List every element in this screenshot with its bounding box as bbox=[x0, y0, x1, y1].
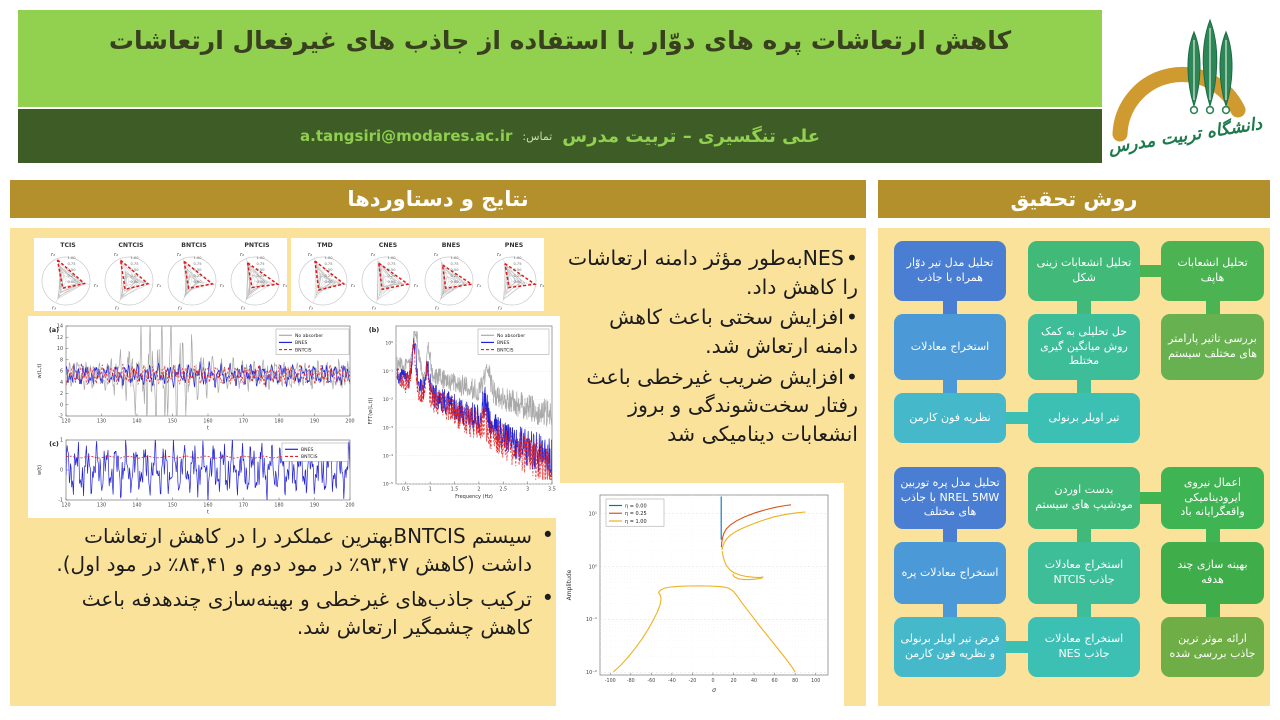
flow-box: تحلیل مدل تیر دوّار همراه با جاذب bbox=[894, 241, 1006, 301]
svg-text:(c): (c) bbox=[49, 440, 59, 448]
svg-text:r₃: r₃ bbox=[309, 305, 314, 311]
svg-text:170: 170 bbox=[238, 419, 249, 425]
flow-box: تحلیل انشعابات هاپف bbox=[1161, 241, 1264, 301]
svg-text:r₃: r₃ bbox=[178, 305, 183, 311]
svg-text:0.25: 0.25 bbox=[450, 274, 459, 278]
flow-box: استخراج معادلات پره bbox=[894, 542, 1006, 604]
svg-text:0.50: 0.50 bbox=[324, 268, 333, 272]
flow-box: فرض تیر اویلر برنولی و نظریه فون کارمن bbox=[894, 617, 1006, 677]
svg-text:10⁻⁴: 10⁻⁴ bbox=[382, 454, 393, 460]
svg-text:r₃: r₃ bbox=[241, 305, 246, 311]
method-flowchart bbox=[878, 228, 1270, 706]
svg-text:10⁻¹: 10⁻¹ bbox=[585, 617, 597, 624]
svg-text:0.50: 0.50 bbox=[130, 268, 139, 272]
svg-text:η = 0.00: η = 0.00 bbox=[625, 503, 647, 510]
flow-box: تحلیل انشعابات زینی شکل bbox=[1028, 241, 1140, 301]
university-logo bbox=[1106, 8, 1266, 170]
results-section-header: نتایج و دستاوردها bbox=[10, 180, 866, 218]
svg-text:1.00: 1.00 bbox=[193, 256, 202, 260]
svg-text:120: 120 bbox=[61, 419, 71, 425]
svg-text:180: 180 bbox=[274, 503, 284, 509]
svg-text:4: 4 bbox=[59, 380, 63, 386]
flow-box: بدست اوردن مودشیپ های سیستم bbox=[1028, 467, 1140, 529]
amplitude-sigma-chart bbox=[556, 483, 844, 706]
svg-text:r₂: r₂ bbox=[176, 251, 182, 258]
svg-text:0.00: 0.00 bbox=[324, 280, 333, 284]
svg-text:0.25: 0.25 bbox=[130, 274, 139, 278]
svg-text:0.75: 0.75 bbox=[513, 262, 522, 266]
svg-text:FFT(w(L,t)): FFT(w(L,t)) bbox=[368, 397, 374, 425]
svg-text:10⁻³: 10⁻³ bbox=[382, 426, 393, 432]
svg-text:2.5: 2.5 bbox=[499, 487, 508, 493]
svg-text:0.00: 0.00 bbox=[67, 280, 76, 284]
svg-text:1.00: 1.00 bbox=[130, 256, 139, 260]
flow-box: استخراج معادلات جاذب NES bbox=[1028, 617, 1140, 677]
svg-text:150: 150 bbox=[167, 503, 178, 509]
svg-text:0.75: 0.75 bbox=[130, 262, 139, 266]
svg-text:20: 20 bbox=[730, 679, 737, 684]
svg-text:Amplitude: Amplitude bbox=[566, 569, 573, 601]
svg-text:r₂: r₂ bbox=[433, 251, 439, 258]
svg-text:No absorber: No absorber bbox=[295, 334, 324, 340]
svg-text:r₃: r₃ bbox=[115, 305, 120, 311]
svg-text:3: 3 bbox=[526, 487, 530, 493]
svg-text:170: 170 bbox=[238, 503, 249, 509]
svg-text:0.50: 0.50 bbox=[67, 268, 76, 272]
logo-cypress-trees bbox=[1188, 20, 1232, 113]
svg-text:200: 200 bbox=[345, 503, 355, 509]
svg-text:r₂: r₂ bbox=[496, 251, 502, 258]
finding-item: • NESبه‌طور مؤثر دامنه ارتعاشات را کاهش داد. bbox=[562, 244, 858, 301]
svg-text:r₁: r₁ bbox=[94, 283, 99, 290]
svg-text:0.50: 0.50 bbox=[513, 268, 522, 272]
svg-text:0.5: 0.5 bbox=[401, 487, 410, 493]
radar-group-1-svg bbox=[34, 238, 287, 311]
results-key-findings bbox=[562, 244, 858, 451]
svg-text:0: 0 bbox=[59, 403, 63, 409]
flow-box: استخراج معادلات جاذب NTCIS bbox=[1028, 542, 1140, 604]
radar-chart-group-nes bbox=[291, 238, 544, 311]
contact-email-link[interactable]: a.tangsiri@modares.ac.ir bbox=[300, 127, 513, 145]
svg-text:r₁: r₁ bbox=[414, 283, 419, 290]
svg-text:1: 1 bbox=[428, 487, 432, 493]
svg-text:10⁻²: 10⁻² bbox=[382, 398, 393, 404]
svg-text:0.50: 0.50 bbox=[193, 268, 202, 272]
svg-text:12: 12 bbox=[56, 335, 63, 341]
svg-text:0.25: 0.25 bbox=[256, 274, 265, 278]
contact-label: تماس: bbox=[522, 129, 553, 143]
svg-text:TCIS: TCIS bbox=[60, 242, 76, 249]
svg-text:0.75: 0.75 bbox=[193, 262, 202, 266]
logo-calligraphy: دانشگاه تربیت مدرس bbox=[1107, 114, 1264, 159]
svg-text:10⁻⁵: 10⁻⁵ bbox=[382, 482, 393, 488]
svg-text:Frequency (Hz): Frequency (Hz) bbox=[455, 494, 493, 500]
svg-text:140: 140 bbox=[132, 419, 142, 425]
method-section-header: روش تحقیق bbox=[878, 180, 1270, 218]
svg-text:r₂: r₂ bbox=[50, 251, 56, 258]
flow-box: ارائه موثر ترین جاذب بررسی شده bbox=[1161, 617, 1264, 677]
flow-box: بررسی تاثیر پارامتر های مختلف سیستم bbox=[1161, 314, 1264, 380]
svg-text:80: 80 bbox=[792, 679, 799, 684]
svg-text:-40: -40 bbox=[667, 679, 676, 684]
svg-text:r₃: r₃ bbox=[498, 305, 503, 311]
svg-text:0.75: 0.75 bbox=[324, 262, 333, 266]
svg-text:40: 40 bbox=[750, 679, 758, 684]
flow-box: حل تحلیلی به کمک روش میانگین گیری مختلط bbox=[1028, 314, 1140, 380]
svg-text:PNTCIS: PNTCIS bbox=[244, 242, 270, 249]
svg-text:0.00: 0.00 bbox=[130, 280, 139, 284]
svg-text:-1: -1 bbox=[58, 498, 63, 504]
svg-text:1.00: 1.00 bbox=[324, 256, 333, 260]
svg-text:1: 1 bbox=[59, 438, 63, 444]
svg-text:0.00: 0.00 bbox=[513, 280, 522, 284]
svg-text:1.00: 1.00 bbox=[256, 256, 265, 260]
flow-box: تحلیل مدل پره توربین NREL 5MW با جاذب های مختلف bbox=[894, 467, 1006, 529]
svg-text:(b): (b) bbox=[368, 326, 380, 334]
svg-text:BNES: BNES bbox=[497, 341, 510, 347]
svg-text:r₁: r₁ bbox=[157, 283, 162, 290]
svg-text:0: 0 bbox=[711, 679, 715, 684]
svg-text:BNES: BNES bbox=[301, 448, 314, 454]
flow-connector bbox=[1138, 492, 1163, 504]
svg-text:10⁰: 10⁰ bbox=[588, 564, 597, 571]
svg-text:-20: -20 bbox=[688, 679, 697, 684]
author-bar bbox=[18, 109, 1102, 163]
svg-text:r₃: r₃ bbox=[372, 305, 377, 311]
flow-connector bbox=[1004, 412, 1030, 424]
svg-text:BNES: BNES bbox=[295, 341, 308, 347]
svg-text:10¹: 10¹ bbox=[588, 511, 597, 518]
svg-text:No absorber: No absorber bbox=[497, 334, 526, 340]
svg-text:0.00: 0.00 bbox=[193, 280, 202, 284]
svg-text:1.00: 1.00 bbox=[387, 256, 396, 260]
svg-text:BNTCIS: BNTCIS bbox=[497, 348, 514, 354]
svg-text:14: 14 bbox=[56, 324, 63, 330]
svg-text:0.25: 0.25 bbox=[324, 274, 333, 278]
svg-text:140: 140 bbox=[132, 503, 142, 509]
svg-text:0.75: 0.75 bbox=[256, 262, 265, 266]
svg-text:10⁻¹: 10⁻¹ bbox=[382, 369, 393, 375]
svg-text:η = 1.00: η = 1.00 bbox=[625, 518, 647, 525]
svg-text:10: 10 bbox=[56, 347, 63, 353]
flow-connector bbox=[1004, 641, 1030, 653]
svg-text:BNES: BNES bbox=[441, 242, 461, 249]
svg-text:10⁻²: 10⁻² bbox=[585, 670, 597, 677]
results-conclusions bbox=[56, 522, 558, 648]
svg-text:η = 0.25: η = 0.25 bbox=[625, 511, 647, 518]
svg-text:2: 2 bbox=[477, 487, 481, 493]
svg-text:CNES: CNES bbox=[378, 242, 398, 249]
radar-group-2-svg bbox=[291, 238, 544, 311]
finding-item: • افزایش سختی باعث کاهش دامنه ارتعاش شد. bbox=[562, 303, 858, 360]
svg-text:0.50: 0.50 bbox=[256, 268, 265, 272]
svg-text:r₁: r₁ bbox=[477, 283, 482, 290]
time-frequency-figure bbox=[28, 316, 560, 518]
svg-text:-60: -60 bbox=[647, 679, 656, 684]
svg-text:0.25: 0.25 bbox=[513, 274, 522, 278]
svg-text:180: 180 bbox=[274, 419, 284, 425]
svg-text:0.75: 0.75 bbox=[67, 262, 76, 266]
svg-text:10⁰: 10⁰ bbox=[385, 341, 393, 347]
svg-text:2: 2 bbox=[59, 392, 63, 398]
svg-text:1.00: 1.00 bbox=[513, 256, 522, 260]
sigma-chart-svg bbox=[556, 483, 844, 706]
conclusion-item: • سیستم BNTCISبهترین عملکرد را در کاهش ارتعاشات داشت (کاهش ۹۳,۴۷٪ در مود دوم و ۸۴,۴۱٪ در مود اول). bbox=[56, 522, 558, 579]
svg-text:r₂: r₂ bbox=[113, 251, 119, 258]
svg-text:0.25: 0.25 bbox=[387, 274, 396, 278]
svg-text:0.50: 0.50 bbox=[387, 268, 396, 272]
flow-connector bbox=[1138, 265, 1163, 277]
figure-abc-svg bbox=[28, 316, 560, 518]
svg-text:r₁: r₁ bbox=[220, 283, 225, 290]
poster-title: کاهش ارتعاشات پره های دوّار با استفاده از جاذب های غیرفعال ارتعاشات bbox=[108, 26, 1012, 55]
svg-text:0.00: 0.00 bbox=[450, 280, 459, 284]
svg-text:-80: -80 bbox=[626, 679, 635, 684]
svg-text:130: 130 bbox=[96, 503, 107, 509]
svg-text:0.25: 0.25 bbox=[193, 274, 202, 278]
svg-text:160: 160 bbox=[203, 419, 213, 425]
svg-text:0.75: 0.75 bbox=[387, 262, 396, 266]
svg-text:t: t bbox=[206, 425, 210, 432]
svg-text:190: 190 bbox=[309, 503, 320, 509]
flow-box: نظریه فون کارمن bbox=[894, 393, 1006, 443]
svg-text:100: 100 bbox=[811, 679, 821, 684]
svg-text:TMD: TMD bbox=[317, 242, 333, 249]
svg-text:0: 0 bbox=[59, 468, 63, 474]
svg-text:190: 190 bbox=[309, 419, 320, 425]
svg-text:r₁: r₁ bbox=[283, 283, 287, 290]
svg-text:r₃: r₃ bbox=[435, 305, 440, 311]
svg-text:0.50: 0.50 bbox=[450, 268, 459, 272]
svg-text:CNTCIS: CNTCIS bbox=[118, 242, 144, 249]
svg-text:-2: -2 bbox=[58, 414, 63, 420]
svg-text:PNES: PNES bbox=[504, 242, 524, 249]
svg-text:-100: -100 bbox=[604, 679, 616, 684]
svg-text:60: 60 bbox=[771, 679, 778, 684]
svg-text:6: 6 bbox=[59, 369, 63, 375]
flow-box: اعمال نیروی ایرودینامیکی واقعگرایانه باد bbox=[1161, 467, 1264, 529]
results-panel bbox=[10, 228, 866, 706]
svg-text:r₂: r₂ bbox=[370, 251, 376, 258]
method-panel bbox=[878, 228, 1270, 706]
svg-text:1.00: 1.00 bbox=[67, 256, 76, 260]
svg-text:200: 200 bbox=[345, 419, 355, 425]
finding-item: • افزایش ضریب غیرخطی باعث رفتار سخت‌شوندگی و بروز انشعابات دینامیکی شد bbox=[562, 363, 858, 449]
svg-text:r₁: r₁ bbox=[351, 283, 356, 290]
conclusion-item: • ترکیب جاذب‌های غیرخطی و بهینه‌سازی چندهدفه باعث کاهش چشمگیر ارتعاش شد. bbox=[56, 585, 558, 642]
svg-text:3.5: 3.5 bbox=[548, 487, 556, 493]
svg-text:8: 8 bbox=[59, 358, 63, 364]
svg-text:0.25: 0.25 bbox=[67, 274, 76, 278]
svg-text:BNTCIS: BNTCIS bbox=[295, 348, 312, 354]
svg-text:r₂: r₂ bbox=[239, 251, 245, 258]
flow-box: استخراج معادلات bbox=[894, 314, 1006, 380]
flow-box: تیر اویلر برنولی bbox=[1028, 393, 1140, 443]
svg-text:w(t): w(t) bbox=[37, 464, 43, 476]
flow-box: بهینه سازی چند هدفه bbox=[1161, 542, 1264, 604]
svg-text:1.5: 1.5 bbox=[450, 487, 459, 493]
svg-text:σ: σ bbox=[712, 687, 716, 694]
svg-text:0.00: 0.00 bbox=[256, 280, 265, 284]
tmu-logo-graphic bbox=[1106, 8, 1266, 170]
radar-chart-group-ntcis bbox=[34, 238, 287, 311]
svg-text:BNTCIS: BNTCIS bbox=[301, 455, 318, 461]
author-name: علی تنگسیری – تربیت مدرس bbox=[562, 125, 821, 147]
svg-text:BNTCIS: BNTCIS bbox=[181, 242, 207, 249]
svg-text:t: t bbox=[206, 509, 210, 516]
svg-text:160: 160 bbox=[203, 503, 213, 509]
svg-text:150: 150 bbox=[167, 419, 178, 425]
svg-text:120: 120 bbox=[61, 503, 71, 509]
svg-text:r₁: r₁ bbox=[540, 283, 544, 290]
svg-text:0.00: 0.00 bbox=[387, 280, 396, 284]
svg-text:r₃: r₃ bbox=[52, 305, 57, 311]
svg-text:0.75: 0.75 bbox=[450, 262, 459, 266]
svg-text:w(L,t): w(L,t) bbox=[37, 363, 43, 379]
svg-text:130: 130 bbox=[96, 419, 107, 425]
svg-text:1.00: 1.00 bbox=[450, 256, 459, 260]
svg-text:r₂: r₂ bbox=[307, 251, 313, 258]
poster-title-bar bbox=[18, 10, 1102, 107]
svg-text:(a): (a) bbox=[48, 326, 60, 334]
